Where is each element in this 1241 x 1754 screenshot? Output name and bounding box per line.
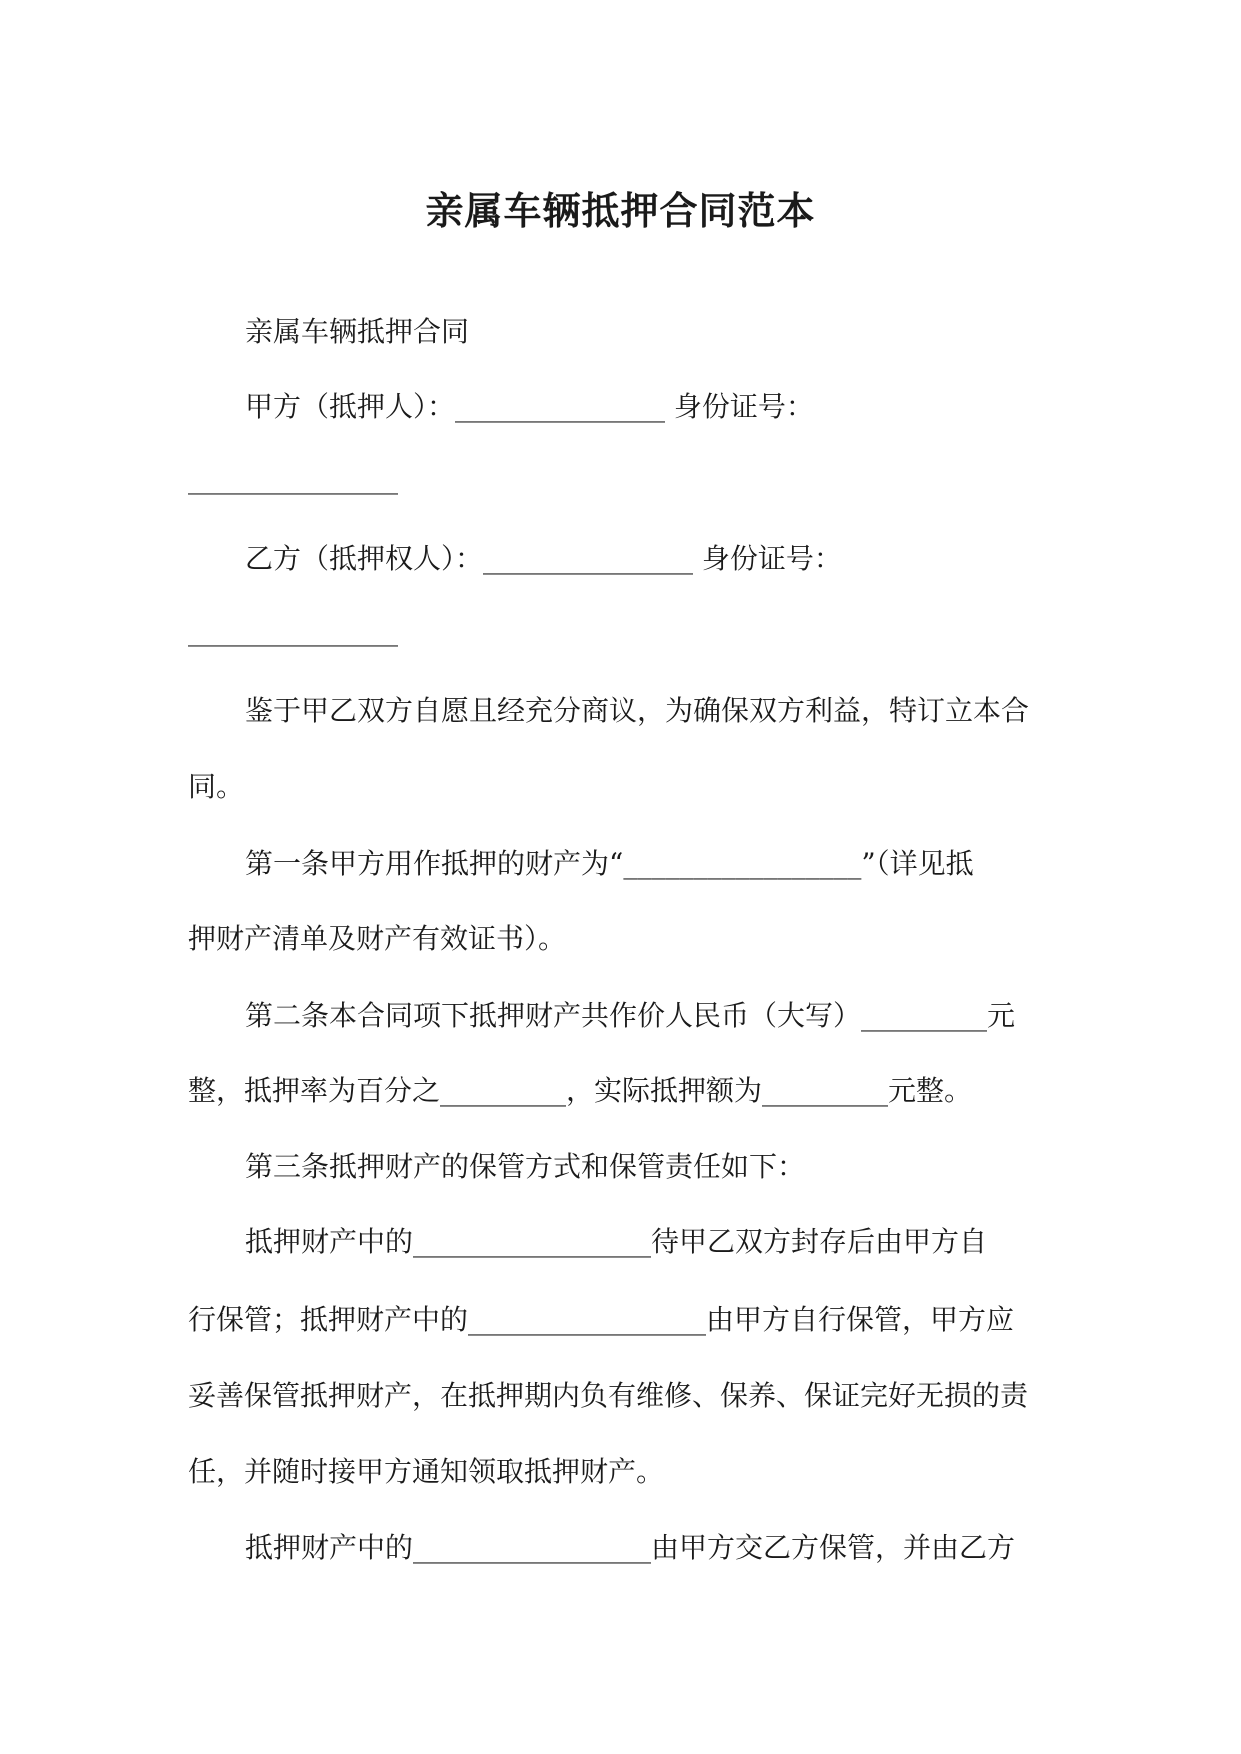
party-a-line: 甲方（抵押人）：_______________ 身份证号： <box>245 390 814 423</box>
article-1-line-1: 第一条甲方用作抵押的财产为“_________________”（详见抵 <box>245 847 974 880</box>
article-3-para-1-line-1: 抵押财产中的_________________待甲乙双方封存后由甲方自 <box>245 1225 988 1258</box>
preamble-line-2: 同。 <box>188 770 245 803</box>
article-3-para-2-line-1: 抵押财产中的_________________由甲方交乙方保管，并由乙方 <box>245 1531 1016 1564</box>
contract-heading: 亲属车辆抵押合同 <box>245 315 470 348</box>
article-2-line-1: 第二条本合同项下抵押财产共作价人民币（大写）_________元 <box>245 999 1016 1032</box>
party-b-line: 乙方（抵押权人）：_______________ 身份证号： <box>245 542 842 575</box>
article-3-heading: 第三条抵押财产的保管方式和保管责任如下： <box>245 1150 806 1183</box>
article-3-para-1-line-3: 妥善保管抵押财产，在抵押期内负有维修、保养、保证完好无损的责 <box>188 1379 1029 1412</box>
party-b-id-blank: _______________ <box>188 614 398 647</box>
article-1-line-2: 押财产清单及财产有效证书）。 <box>188 922 567 955</box>
document-title: 亲属车辆抵押合同范本 <box>425 188 816 233</box>
party-a-id-blank: _______________ <box>188 462 398 495</box>
article-3-para-1-line-2: 行保管；抵押财产中的_________________由甲方自行保管，甲方应 <box>188 1303 1015 1336</box>
preamble-line-1: 鉴于甲乙双方自愿且经充分商议，为确保双方利益，特订立本合 <box>245 694 1030 727</box>
article-3-para-1-line-4: 任，并随时接甲方通知领取抵押财产。 <box>188 1455 665 1488</box>
article-2-line-2: 整，抵押率为百分之_________，实际抵押额为_________元整。 <box>188 1074 973 1107</box>
